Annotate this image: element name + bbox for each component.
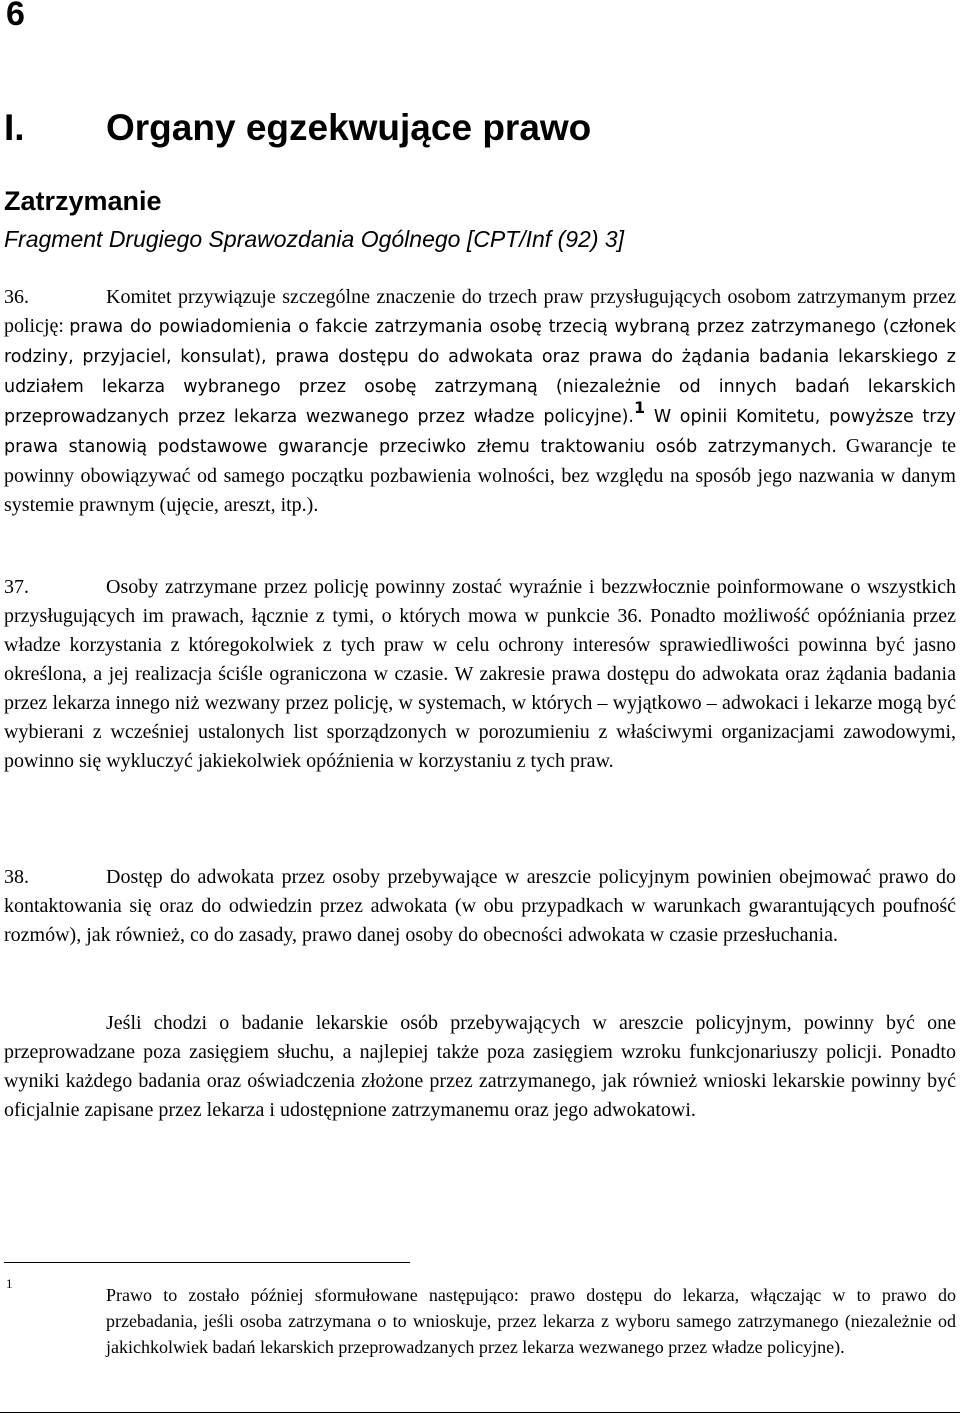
paragraph-text: prawa do powiadomienia o fakcie zatrzymania osobę trzecią wybraną przez zatrzymanego (członek rodziny, przyjaciel, konsulat), prawa dostępu do adwokata oraz prawa do żądania badania lekarskiego z udziałem lekarza wybranego przez osobę zatrzymaną (niezależnie od innych badań lekarskich przeprowadzanych przez lekarza wezwanego przez władze policyjne).$^1$ W opinii Komitetu, powyższe trzy prawa stanowią podstawowe gwarancje przeciwko złemu traktowaniu osób zatrzymanych.: [4, 317, 957, 457]
chapter-heading: [4, 106, 591, 150]
paragraph-number: 37.: [4, 576, 29, 598]
paragraph-text: Komitet przywiązuje szczególne znaczenie do trzech praw przysługujących osobom zatrzymanym przez policję:: [4, 286, 956, 337]
paragraph-number: 38.: [4, 866, 29, 888]
paragraph-text: Dostęp do adwokata przez osoby przebywające w areszcie policyjnym powinien obejmować prawo do kontaktowania się oraz do odwiedzin przez adwokata (w obu przypadkach w warunkach gwarantujących poufność rozmów), jak również, co do zasady, prawo danej osoby do obecności adwokata w czasie przesłuchania.: [4, 866, 956, 946]
paragraph-36: [4, 283, 956, 520]
section-title: Zatrzymanie: [4, 186, 162, 216]
section-subtitle: Fragment Drugiego Sprawozdania Ogólnego [CPT/Inf (92) 3]: [4, 226, 625, 252]
footnote-separator: [4, 1262, 410, 1263]
paragraph-number: 36.: [4, 286, 29, 308]
chapter-number: I.: [4, 107, 25, 148]
footnote-text: Prawo to zostało później sformułowane następująco: prawo dostępu do lekarza, włączając w to prawo do przebadania, jeśli osoba zatrzymana o to wnioskuje, przez lekarza z wyboru samego zatrzymanego (niezależnie od jakichkolwiek badań lekarskich przeprowadzanych przez lekarza wezwanego przez władze policyjne).: [106, 1285, 956, 1357]
chapter-title: Organy egzekwujące prawo: [106, 107, 592, 148]
paragraph-38-continued: [4, 1009, 956, 1125]
paragraph-38: [4, 863, 956, 950]
paragraph-text: Gwarancje te powinny obowiązywać od samego początku pozbawienia wolności, bez względu na sposób jego nazwania w danym systemie prawnym (ujęcie, areszt, itp.).: [4, 435, 956, 516]
paragraph-37: [4, 573, 956, 776]
footnote-number: 1: [6, 1276, 13, 1291]
paragraph-text: Osoby zatrzymane przez policję powinny zostać wyraźnie i bezzwłocznie poinformowane o wszystkich przysługujących im prawach, łącznie z tymi, o których mowa w punkcie 36. Ponadto możliwość opóźniania przez władze korzystania z któregokolwiek z tych praw w celu ochrony interesów sprawiedliwości powinna być jasno określona, a jej realizacja ściśle ograniczona w czasie. W zakresie prawa dostępu do adwokata oraz żądania badania przez lekarza innego niż wezwany przez policję, w systemach, w których – wyjątkowo – adwokaci i lekarze mogą być wybierani z wcześniej ustalonych list sporządzonych w porozumieniu z właściwymi organizacjami zawodowymi, powinno się wykluczyć jakiekolwiek opóźnienia w korzystaniu z tych praw.: [4, 576, 956, 772]
page-bottom-rule: [0, 1412, 960, 1413]
footnote-reference[interactable]: 1: [633, 398, 646, 418]
paragraph-text: Jeśli chodzi o badanie lekarskie osób przebywających w areszcie policyjnym, powinny być one przeprowadzane poza zasięgiem słuchu, a najlepiej także poza zasięgiem wzroku funkcjonariuszy policji. Ponadto wyniki każdego badania oraz oświadczenia złożone przez zatrzymanego, jak również wnioski lekarskie powinny być oficjalnie zapisane przez lekarza i udostępnione zatrzymanemu oraz jego adwokatowi.: [4, 1012, 956, 1121]
page-number: 6: [6, 0, 25, 33]
